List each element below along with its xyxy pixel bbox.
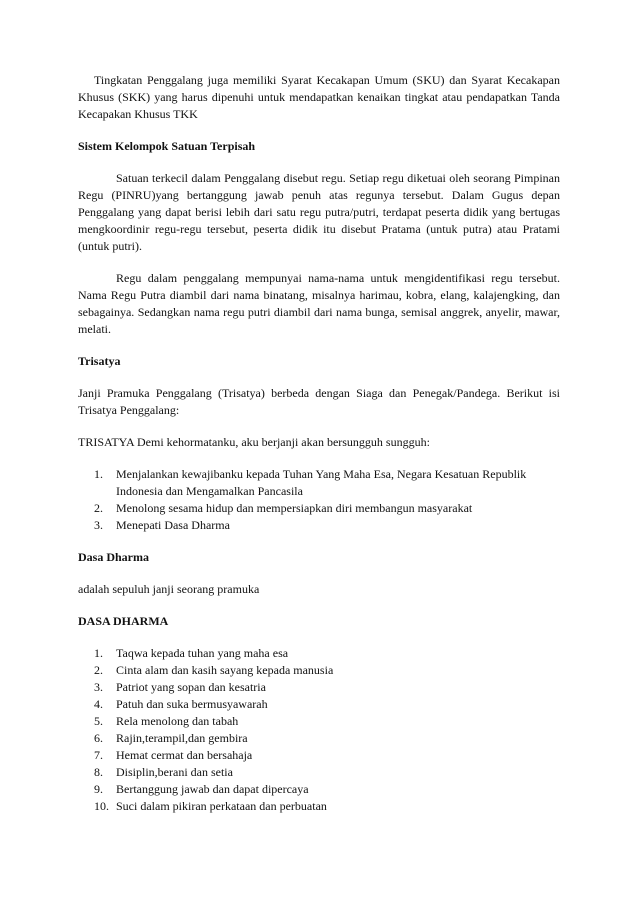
section-heading-trisatya: Trisatya [78, 354, 121, 368]
intro-paragraph: Tingkatan Penggalang juga memiliki Syarat Kecakapan Umum (SKU) dan Syarat Kecakapan Khusus (SKK) yang harus dipenuhi untuk mendapatkan kenaikan tingkat atau pendapatkan Tanda Kecapakan Khusus TKK [78, 73, 560, 121]
list-item-text: Menjalankan kewajibanku kepada Tuhan Yang Maha Esa, Negara Kesatuan Republik Indonesia dan Mengamalkan Pancasila [116, 467, 527, 498]
list-item [78, 798, 560, 815]
list-item-text: Disiplin,berani dan setia [116, 765, 233, 779]
dasa-dharma-description: adalah sepuluh janji seorang pramuka [78, 582, 260, 596]
dasa-dharma-list-heading: DASA DHARMA [78, 614, 169, 628]
list-item-text: Taqwa kepada tuhan yang maha esa [116, 646, 289, 660]
list-item [78, 730, 560, 747]
trisatya-paragraph: Janji Pramuka Penggalang (Trisatya) berbeda dengan Siaga dan Penegak/Pandega. Berikut isi Trisatya Penggalang: [78, 386, 560, 417]
section-heading-dasa-dharma: Dasa Dharma [78, 550, 149, 564]
document-page [78, 72, 560, 815]
list-item [78, 500, 560, 517]
list-item-text: Rela menolong dan tabah [116, 714, 239, 728]
list-item-text: Menepati Dasa Dharma [116, 518, 230, 532]
list-item-text: Bertanggung jawab dan dapat dipercaya [116, 782, 309, 796]
list-item-number: 1. [94, 646, 103, 660]
list-item-number: 7. [94, 748, 103, 762]
list-item [78, 713, 560, 730]
list-item [78, 764, 560, 781]
list-item-number: 10. [94, 799, 109, 813]
list-item [78, 781, 560, 798]
trisatya-opening: TRISATYA Demi kehormatanku, aku berjanji akan bersungguh sungguh: [78, 435, 430, 449]
list-item-text: Hemat cermat dan bersahaja [116, 748, 253, 762]
list-item [78, 662, 560, 679]
list-item-number: 5. [94, 714, 103, 728]
list-item [78, 466, 560, 500]
list-item [78, 696, 560, 713]
list-item [78, 645, 560, 662]
dasa-dharma-list [78, 645, 560, 815]
trisatya-list [78, 466, 560, 534]
list-item [78, 679, 560, 696]
list-item-number: 1. [94, 467, 103, 481]
list-item [78, 747, 560, 764]
list-item-number: 8. [94, 765, 103, 779]
list-item-number: 4. [94, 697, 103, 711]
list-item-text: Menolong sesama hidup dan mempersiapkan diri membangun masyarakat [116, 501, 473, 515]
sistem-paragraph-2: Regu dalam penggalang mempunyai nama-nama untuk mengidentifikasi regu tersebut. Nama Regu Putra diambil dari nama binatang, misalnya harimau, kobra, elang, kalajengking, dan sebagainya. Sedangkan nama regu putri diambil dari nama bunga, semisal anggrek, anyelir, mawar, melati. [78, 271, 560, 336]
list-item-number: 2. [94, 501, 103, 515]
list-item-number: 3. [94, 680, 103, 694]
list-item-text: Patuh dan suka bermusyawarah [116, 697, 268, 711]
list-item-text: Cinta alam dan kasih sayang kepada manusia [116, 663, 334, 677]
sistem-paragraph-1: Satuan terkecil dalam Penggalang disebut regu. Setiap regu diketuai oleh seorang Pimpinan Regu (PINRU)yang bertanggung jawab penuh atas regunya tersebut. Dalam Gugus depan Penggalang yang dapat berisi lebih dari satu regu putra/putri, terdapat peserta didik yang bertugas mengkoordinir regu-regu tersebut, peserta didik itu disebut Pratama (untuk putra) atau Pratami (untuk putri). [78, 171, 560, 253]
list-item-number: 3. [94, 518, 103, 532]
list-item-text: Patriot yang sopan dan kesatria [116, 680, 266, 694]
list-item-text: Suci dalam pikiran perkataan dan perbuatan [116, 799, 327, 813]
list-item-text: Rajin,terampil,dan gembira [116, 731, 248, 745]
list-item-number: 2. [94, 663, 103, 677]
list-item-number: 9. [94, 782, 103, 796]
list-item-number: 6. [94, 731, 103, 745]
section-heading-sistem: Sistem Kelompok Satuan Terpisah [78, 139, 256, 153]
list-item [78, 517, 560, 534]
